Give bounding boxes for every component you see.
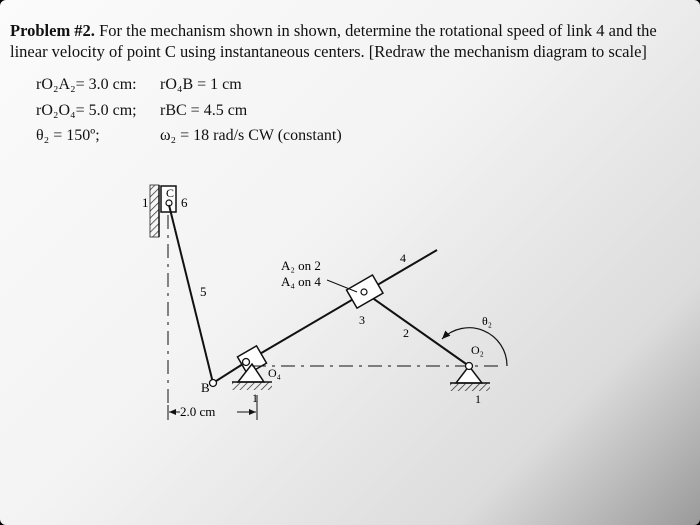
link-4-guide: [246, 250, 437, 362]
problem-label: Problem #2.: [10, 21, 95, 40]
given-r-bc: rBC = 4.5 cm: [160, 102, 248, 119]
label-3: 3: [359, 313, 365, 327]
label-2: 2: [403, 326, 409, 340]
pin-b: [210, 380, 217, 387]
label-5: 5: [200, 284, 207, 299]
pivot-o2: [450, 363, 490, 392]
given-r-o4b: rO₄B = 1 cm: [160, 76, 242, 93]
label-4: 4: [400, 251, 406, 265]
ground-wall-hatch: [150, 185, 159, 237]
given-theta2: θ₂ = 150º;: [36, 127, 100, 144]
problem-body: For the mechanism shown in shown, determine the rotational speed of link 4 and the linear velocity of point C using instantaneous centers. [Redraw the mechanism diagram to scale]: [10, 21, 657, 61]
label-1-o2: 1: [475, 392, 481, 406]
label-a4: A₄ on 4: [281, 274, 321, 289]
label-o4: O₄: [268, 366, 281, 380]
given-r-o2a2: rO₂A₂= 3.0 cm:: [36, 76, 137, 93]
label-6: 6: [181, 195, 188, 210]
label-b: B: [201, 380, 210, 395]
label-1-o4: 1: [252, 391, 258, 405]
label-c: C: [166, 186, 175, 200]
given-r-o2o4: rO₂O₄= 5.0 cm;: [36, 102, 137, 119]
given-omega2: ω₂ = 18 rad/s CW (constant): [160, 127, 342, 144]
label-1-wall: 1: [142, 195, 149, 210]
pin-a: [361, 289, 367, 295]
link-2: [364, 292, 469, 366]
label-o2: O₂: [471, 343, 484, 357]
dim-text: 2.0 cm: [180, 404, 216, 419]
label-theta2: θ₂: [482, 314, 492, 328]
label-a2: A₂ on 2: [281, 258, 321, 273]
